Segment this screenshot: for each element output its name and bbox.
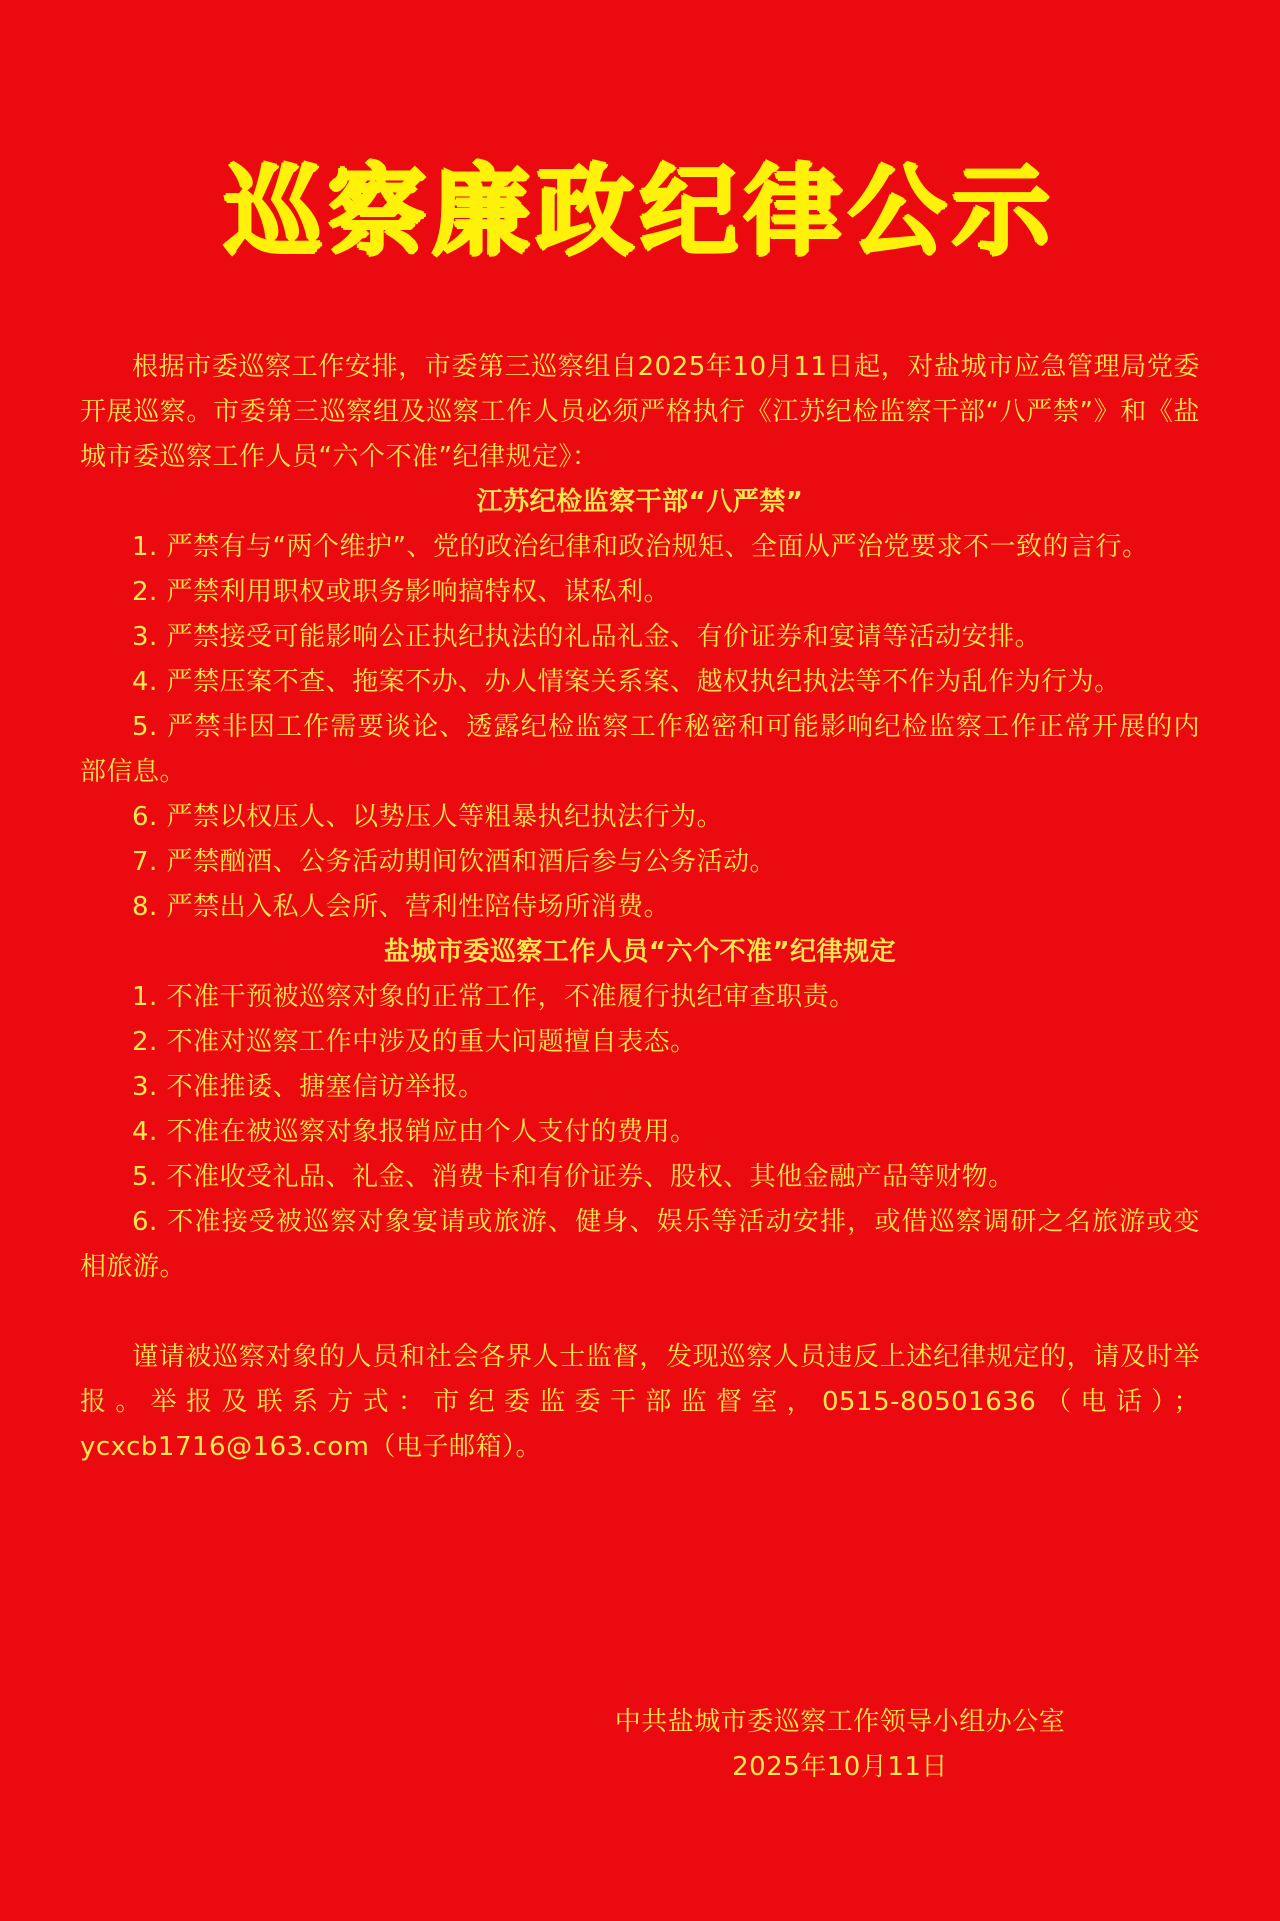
rule-item: 5. 不准收受礼品、礼金、消费卡和有价证券、股权、其他金融产品等财物。 <box>132 1162 1015 1192</box>
rule-item: 8. 严禁出入私人会所、营利性陪侍场所消费。 <box>132 892 671 922</box>
rule-item: 2. 不准对巡察工作中涉及的重大问题擅自表态。 <box>132 1027 697 1057</box>
rule-item: 1. 严禁有与“两个维护”、党的政治纪律和政治规矩、全面从严治党要求不一致的言行。 <box>132 532 1149 562</box>
rule-item: 6. 不准接受被巡察对象宴请或旅游、健身、娱乐等活动安排，或借巡察调研之名旅游或变相旅游。 <box>80 1207 1200 1282</box>
rule-item: 4. 不准在被巡察对象报销应由个人支付的费用。 <box>132 1117 697 1147</box>
signature-org: 中共盐城市委巡察工作领导小组办公室 <box>614 1707 1066 1737</box>
rule-item: 4. 严禁压案不查、拖案不办、办人情案关系案、越权执纪执法等不作为乱作为行为。 <box>132 667 1121 697</box>
page-title: 巡察廉政纪律公示 <box>223 155 1056 269</box>
spacer <box>80 1290 1200 1335</box>
rule-item: 1. 不准干预被巡察对象的正常工作，不准履行执纪审查职责。 <box>132 982 856 1012</box>
rule-item: 6. 严禁以权压人、以势压人等粗暴执纪执法行为。 <box>132 802 724 832</box>
rule-item: 2. 严禁利用职权或职务影响搞特权、谋私利。 <box>132 577 671 607</box>
section-heading-six-not-allowed: 盐城市委巡察工作人员“六个不准”纪律规定 <box>383 937 897 967</box>
notice-body <box>80 345 1200 1470</box>
rule-item: 3. 严禁接受可能影响公正执纪执法的礼品礼金、有价证券和宴请等活动安排。 <box>132 622 1042 652</box>
intro-paragraph: 根据市委巡察工作安排，市委第三巡察组自2025年10月11日起，对盐城市应急管理局党委开展巡察。市委第三巡察组及巡察工作人员必须严格执行《江苏纪检监察干部“八严禁”》和《盐城市委巡察工作人员“六个不准”纪律规定》： <box>80 352 1200 472</box>
rule-item: 7. 严禁酗酒、公务活动期间饮酒和酒后参与公务活动。 <box>132 847 777 877</box>
signature-date: 2025年10月11日 <box>732 1752 948 1782</box>
rule-item: 5. 严禁非因工作需要谈论、透露纪检监察工作秘密和可能影响纪检监察工作正常开展的内部信息。 <box>80 712 1200 787</box>
signature-block <box>560 1700 1120 1790</box>
rule-item: 3. 不准推诿、搪塞信访举报。 <box>132 1072 485 1102</box>
closing-paragraph: 谨请被巡察对象的人员和社会各界人士监督，发现巡察人员违反上述纪律规定的，请及时举报。举报及联系方式：市纪委监委干部监督室，0515-80501636（电话）；ycxcb1716@163.com（电子邮箱）。 <box>80 1342 1200 1462</box>
section-heading-eight-prohibitions: 江苏纪检监察干部“八严禁” <box>476 487 804 517</box>
